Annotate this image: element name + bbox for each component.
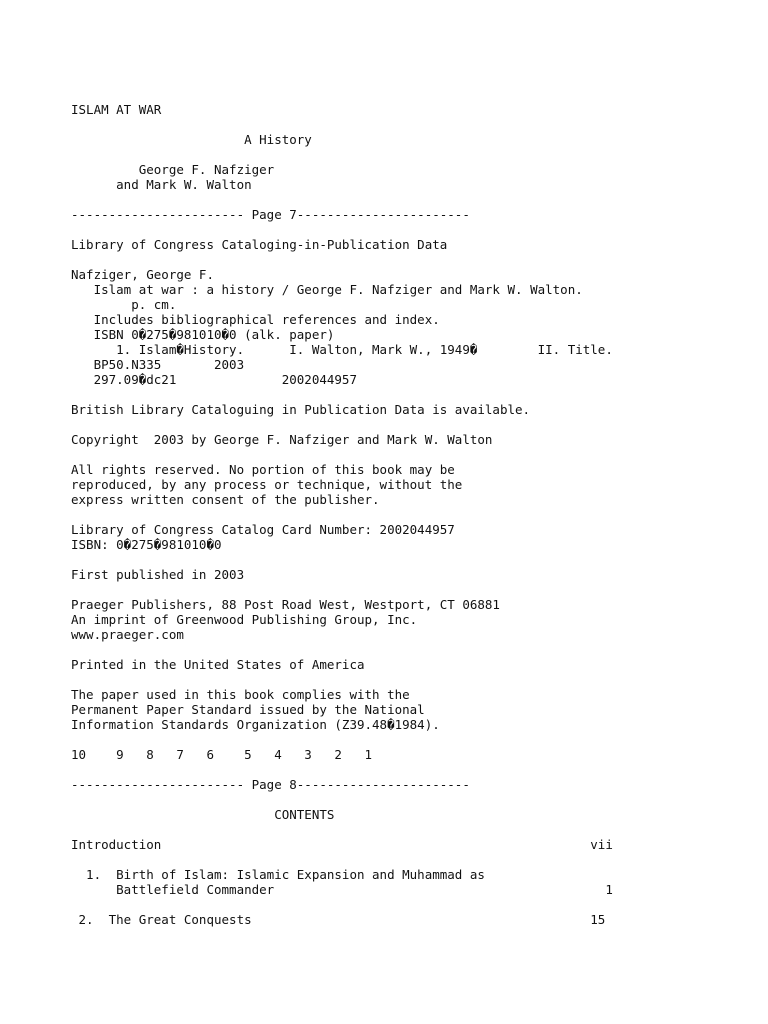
text-line: ISBN: 0�275�981010�0 bbox=[71, 537, 222, 552]
blank-line bbox=[71, 897, 731, 912]
cataloging-line: Islam at war : a history / George F. Nafziger and Mark W. Walton. bbox=[71, 282, 583, 297]
blank-line bbox=[71, 792, 731, 807]
toc-entry: Introduction vii bbox=[71, 837, 613, 852]
blank-line bbox=[71, 552, 731, 567]
blank-line bbox=[71, 582, 731, 597]
publisher-line: www.praeger.com bbox=[71, 627, 184, 642]
text-line: Information Standards Organization (Z39.48�1984). bbox=[71, 717, 440, 732]
page-separator: ----------------------- Page 8----------------------- bbox=[71, 777, 470, 792]
text-line: British Library Cataloguing in Publication Data is available. bbox=[71, 402, 531, 417]
blank-line bbox=[71, 117, 731, 132]
blank-line bbox=[71, 762, 731, 777]
cataloging-line: 297.09�dc21 2002044957 bbox=[71, 372, 357, 387]
blank-line bbox=[71, 222, 731, 237]
blank-line bbox=[71, 387, 731, 402]
contents-heading: CONTENTS bbox=[71, 807, 335, 822]
blank-line bbox=[71, 417, 731, 432]
blank-line bbox=[71, 192, 731, 207]
cataloging-line: Nafziger, George F. bbox=[71, 267, 214, 282]
blank-line bbox=[71, 852, 731, 867]
book-subtitle: A History bbox=[71, 132, 312, 147]
cataloging-line: BP50.N335 2003 bbox=[71, 357, 245, 372]
cataloging-heading: Library of Congress Cataloging-in-Publication Data bbox=[71, 237, 448, 252]
document-page bbox=[71, 102, 731, 927]
blank-line bbox=[71, 252, 731, 267]
page-separator: ----------------------- Page 7----------------------- bbox=[71, 207, 470, 222]
blank-line bbox=[71, 147, 731, 162]
blank-line bbox=[71, 642, 731, 657]
author-line: George F. Nafziger bbox=[71, 162, 275, 177]
cataloging-line: p. cm. bbox=[71, 297, 177, 312]
text-line: First published in 2003 bbox=[71, 567, 245, 582]
cataloging-line: ISBN 0�275�981010�0 (alk. paper) bbox=[71, 327, 335, 342]
toc-entry: Battlefield Commander 1 bbox=[71, 882, 613, 897]
cataloging-line: Includes bibliographical references and index. bbox=[71, 312, 440, 327]
printing-numbers: 10 9 8 7 6 5 4 3 2 1 bbox=[71, 747, 373, 762]
copyright-line: Copyright 2003 by George F. Nafziger and Mark W. Walton bbox=[71, 432, 493, 447]
toc-entry: 1. Birth of Islam: Islamic Expansion and Muhammad as bbox=[71, 867, 485, 882]
blank-line bbox=[71, 822, 731, 837]
blank-line bbox=[71, 672, 731, 687]
blank-line bbox=[71, 507, 731, 522]
rights-line: All rights reserved. No portion of this book may be bbox=[71, 462, 455, 477]
rights-line: reproduced, by any process or technique, without the bbox=[71, 477, 463, 492]
cataloging-line: 1. Islam�History. I. Walton, Mark W., 1949� II. Title. bbox=[71, 342, 613, 357]
rights-line: express written consent of the publisher. bbox=[71, 492, 380, 507]
blank-line bbox=[71, 447, 731, 462]
blank-line bbox=[71, 732, 731, 747]
text-line: The paper used in this book complies with the bbox=[71, 687, 410, 702]
toc-entry: 2. The Great Conquests 15 bbox=[71, 912, 606, 927]
text-line: Library of Congress Catalog Card Number: 2002044957 bbox=[71, 522, 455, 537]
publisher-line: Praeger Publishers, 88 Post Road West, Westport, CT 06881 bbox=[71, 597, 500, 612]
author-line: and Mark W. Walton bbox=[71, 177, 252, 192]
text-line: Permanent Paper Standard issued by the National bbox=[71, 702, 425, 717]
publisher-line: An imprint of Greenwood Publishing Group, Inc. bbox=[71, 612, 418, 627]
text-line: Printed in the United States of America bbox=[71, 657, 365, 672]
book-title: ISLAM AT WAR bbox=[71, 102, 162, 117]
